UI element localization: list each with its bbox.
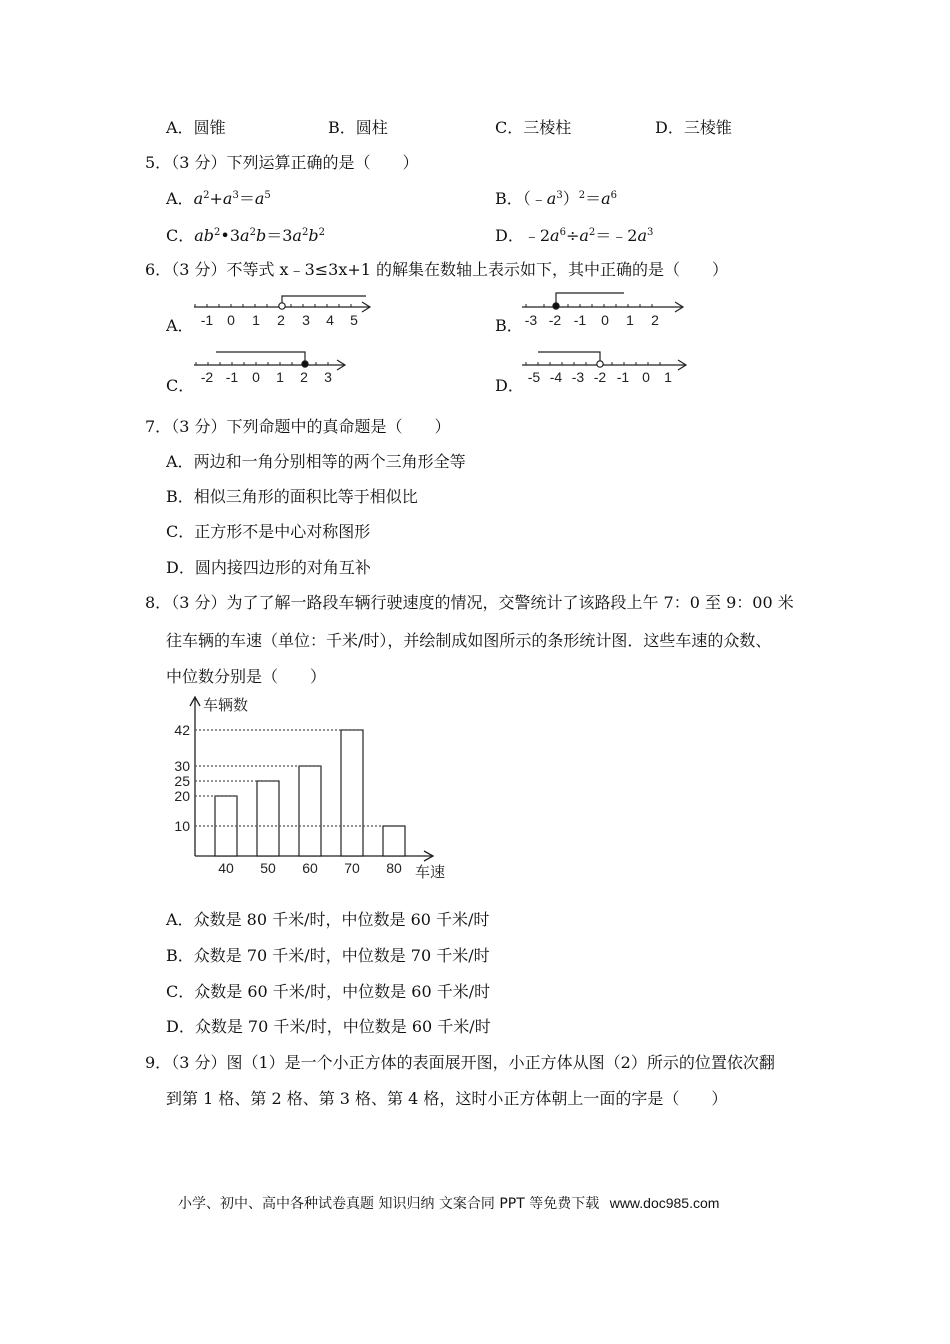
x-tick-label: 60	[302, 860, 318, 876]
tick-label: 1	[276, 369, 284, 385]
question-number: 7．	[145, 417, 172, 436]
question-7-stem	[145, 417, 450, 437]
speed-bar-chart	[165, 690, 460, 885]
tick-label: 0	[252, 369, 260, 385]
tick-label: 0	[601, 312, 609, 328]
question-text: 下列运算正确的是（ ）	[226, 153, 419, 172]
q5-option-a: A．$a^2+a^3=a^5$	[166, 189, 271, 208]
tick-label: -2	[593, 369, 607, 385]
question-text: 图（1）是一个小正方体的表面展开图，小正方体从图（2）所示的位置依次翻	[226, 1053, 775, 1072]
tick-label: -2	[548, 312, 562, 328]
footer-url: www.doc985.com	[609, 1195, 720, 1211]
option-letter: B．	[328, 118, 356, 137]
q8-option-d: D．众数是 70 千米/时，中位数是 60 千米/时	[166, 1017, 491, 1036]
question-9-stem	[145, 1053, 775, 1073]
question-score: （3 分）	[171, 260, 227, 279]
tick-label: -1	[225, 369, 239, 385]
y-axis-title: 车辆数	[203, 697, 249, 714]
question-number: 5．	[145, 153, 172, 172]
tick-label: 4	[326, 312, 334, 328]
tick-label: 0	[227, 312, 235, 328]
q7-option-c: C．正方形不是中心对称图形	[166, 522, 371, 541]
y-tick-label: 30	[174, 758, 190, 774]
q8-option-a: A．众数是 80 千米/时，中位数是 60 千米/时	[166, 910, 490, 929]
question-score: （3 分）	[171, 593, 227, 612]
question-8-line2: 往车辆的车速（单位：千米/时），并绘制成如图所示的条形统计图．这些车速的众数、	[166, 631, 772, 650]
tick-label: 2	[651, 312, 659, 328]
question-6-stem	[145, 260, 728, 280]
tick-label: -3	[571, 369, 585, 385]
question-number: 9．	[145, 1053, 172, 1072]
option-text: 圆柱	[355, 118, 388, 137]
q6-option-a-letter: A．	[166, 316, 194, 335]
bar-40	[215, 796, 237, 856]
tick-label: 1	[664, 369, 672, 385]
tick-label: -4	[549, 369, 563, 385]
tick-label: 3	[302, 312, 310, 328]
q5-option-c: C．$ab^2•3a^2b=3a^2b^2$	[166, 226, 325, 245]
q7-option-b: B．相似三角形的面积比等于相似比	[166, 487, 418, 506]
bar-50	[257, 781, 279, 856]
question-score: （3 分）	[171, 417, 227, 436]
tick-label: -1	[573, 312, 587, 328]
bar-70	[341, 730, 363, 856]
question-9-line2: 到第 1 格、第 2 格、第 3 格、第 4 格，这时小正方体朝上一面的字是（ ）	[166, 1089, 728, 1108]
page-footer	[178, 1193, 719, 1213]
question-number: 8．	[145, 593, 172, 612]
x-axis-title: 车速	[415, 864, 446, 881]
number-line-d	[518, 346, 693, 388]
bar-80	[383, 826, 405, 856]
x-tick-label: 50	[260, 860, 276, 876]
tick-label: 2	[277, 312, 285, 328]
x-tick-label: 40	[218, 860, 234, 876]
q8-option-c: C．众数是 60 千米/时，中位数是 60 千米/时	[166, 982, 491, 1001]
number-line-b	[518, 290, 693, 332]
option-text: 三棱锥	[683, 118, 732, 137]
footer-text: 小学、初中、高中各种试卷真题 知识归纳 文案合同 PPT 等免费下载	[178, 1196, 600, 1212]
tick-label: -1	[200, 312, 214, 328]
q4-option-c	[495, 118, 571, 138]
question-8-stem	[145, 593, 794, 613]
q6-option-d-letter: D．	[495, 376, 524, 395]
y-tick-label: 25	[174, 773, 190, 789]
q4-option-a	[166, 118, 226, 138]
option-text: 圆锥	[193, 118, 226, 137]
tick-label: -5	[527, 369, 541, 385]
q4-option-b	[328, 118, 388, 138]
tick-label: 2	[300, 369, 308, 385]
option-letter: D．	[655, 118, 684, 137]
tick-label: 3	[324, 369, 332, 385]
y-tick-label: 20	[174, 788, 190, 804]
q5-option-d: D．$﹣2a^6\div a^2=﹣2a^3$	[495, 226, 654, 245]
question-5-stem	[145, 153, 418, 173]
question-score: （3 分）	[171, 153, 227, 172]
option-text: 三棱柱	[523, 118, 572, 137]
tick-label: -3	[524, 312, 538, 328]
tick-label: 0	[642, 369, 650, 385]
q4-option-d	[655, 118, 732, 138]
number-line-c	[190, 346, 355, 388]
tick-label: 1	[626, 312, 634, 328]
x-tick-label: 70	[344, 860, 360, 876]
q7-option-a: A．两边和一角分别相等的两个三角形全等	[166, 452, 466, 471]
y-tick-label: 42	[174, 722, 190, 738]
y-tick-label: 10	[174, 818, 190, 834]
question-8-line3: 中位数分别是（ ）	[166, 667, 327, 686]
q5-option-b: B．$(﹣a^3)^2=a^6$	[495, 189, 618, 208]
tick-label: -2	[200, 369, 214, 385]
tick-label: -1	[616, 369, 630, 385]
tick-label: 1	[252, 312, 260, 328]
x-tick-label: 80	[386, 860, 402, 876]
q6-option-c-letter: C．	[166, 376, 195, 395]
question-score: （3 分）	[171, 1053, 227, 1072]
question-text: 为了了解一路段车辆行驶速度的情况，交警统计了该路段上午 7：0 至 9：00 米	[226, 593, 794, 612]
q7-option-d: D．圆内接四边形的对角互补	[166, 558, 371, 577]
question-number: 6．	[145, 260, 172, 279]
bar-60	[299, 766, 321, 856]
option-letter: C．	[495, 118, 524, 137]
q8-option-b: B．众数是 70 千米/时，中位数是 70 千米/时	[166, 946, 490, 965]
option-letter: A．	[166, 118, 194, 137]
q6-option-b-letter: B．	[495, 316, 523, 335]
tick-label: 5	[350, 312, 358, 328]
number-line-a	[190, 292, 380, 332]
question-text: 下列命题中的真命题是（ ）	[226, 417, 451, 436]
question-text: 不等式 x﹣3≤3x+1 的解集在数轴上表示如下，其中正确的是（ ）	[226, 260, 729, 279]
